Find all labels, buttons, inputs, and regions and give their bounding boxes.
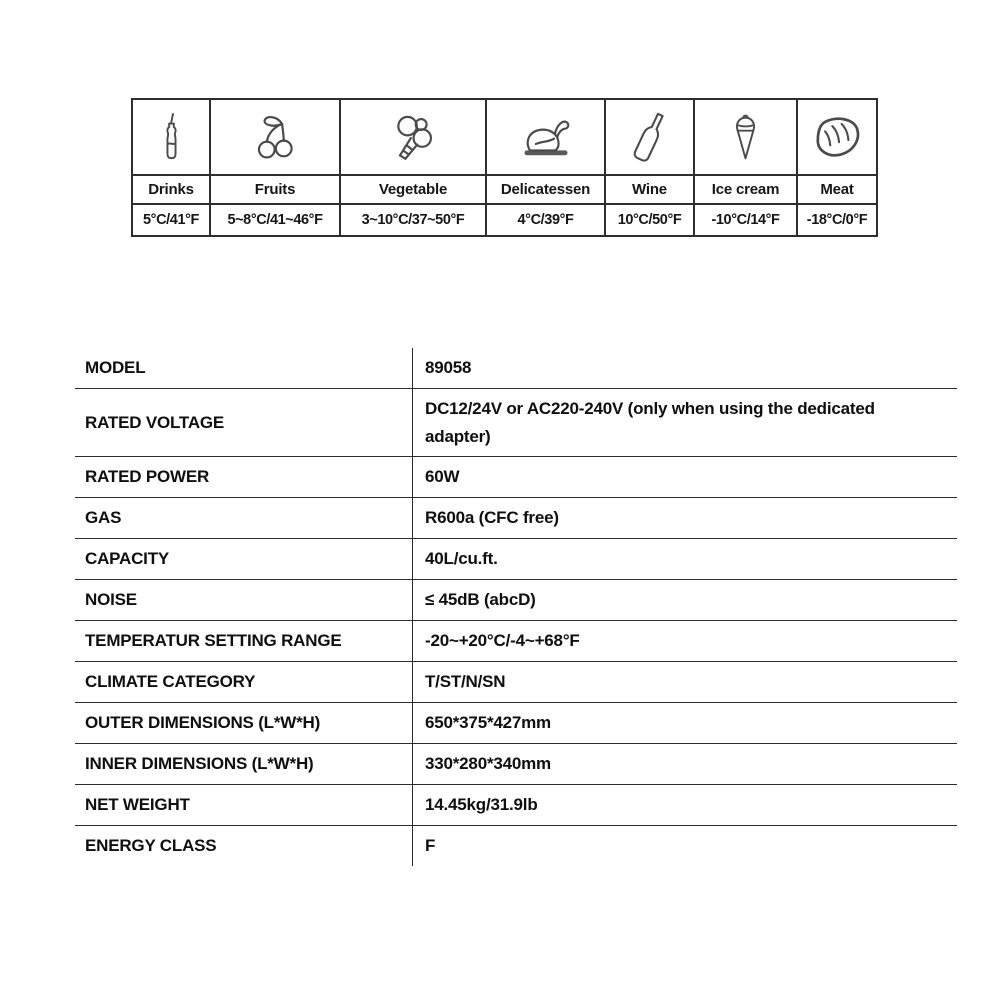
spec-label: RATED VOLTAGE (85, 412, 225, 432)
spec-value-text: 14.45kg/31.9lb (425, 795, 538, 815)
spec-row-noise (75, 580, 957, 621)
spec-label: INNER DIMENSIONS (L*W*H) (85, 754, 314, 774)
food-temp: 10°C/50°F (617, 212, 682, 228)
meat-icon-cell (798, 100, 876, 176)
spec-row-outer-dimensions (75, 703, 957, 744)
food-name: Delicatessen (487, 176, 604, 205)
spec-row-capacity (75, 539, 957, 580)
spec-value (412, 662, 957, 702)
food-column-delicatessen (487, 100, 606, 235)
spec-value-text: R600a (CFC free) (425, 508, 559, 528)
spec-label: OUTER DIMENSIONS (L*W*H) (85, 713, 321, 733)
spec-value-text: T/ST/N/SN (425, 672, 506, 692)
food-column-fruits (211, 100, 341, 235)
spec-row-rated-voltage (75, 389, 957, 457)
spec-value-text: 330*280*340mm (425, 754, 551, 774)
food-temp: 5°C/41°F (143, 212, 199, 228)
spec-value (412, 348, 957, 388)
spec-value-text: 89058 (425, 358, 472, 378)
spec-label: RATED POWER (85, 467, 210, 487)
bottle-icon (159, 111, 184, 163)
ice-cream-cone-icon (729, 111, 762, 164)
spec-value-text: 650*375*427mm (425, 713, 551, 733)
spec-value-text: -20~+20°C/-4~+68°F (425, 631, 580, 651)
spec-value (412, 785, 957, 825)
spec-row-inner-dimensions (75, 744, 957, 785)
food-name: Meat (798, 176, 876, 205)
spec-value-text: ≤ 45dB (abcD) (425, 590, 536, 610)
drinks-icon-cell (133, 100, 209, 176)
spec-value (412, 826, 957, 866)
spec-label: CAPACITY (85, 549, 170, 569)
spec-value (412, 580, 957, 620)
cherries-icon (252, 113, 298, 161)
spec-row-climate-category (75, 662, 957, 703)
spec-label: TEMPERATUR SETTING RANGE (85, 631, 342, 651)
spec-row-energy-class (75, 826, 957, 866)
food-temp: -18°C/0°F (806, 212, 868, 228)
spec-value (412, 744, 957, 784)
food-temp: 3~10°C/37~50°F (361, 212, 465, 228)
spec-value (412, 498, 957, 538)
food-column-vegetable (341, 100, 487, 235)
spec-label: CLIMATE CATEGORY (85, 672, 256, 692)
broccoli-icon (388, 112, 438, 162)
ice-cream-icon-cell (695, 100, 796, 176)
food-name: Ice cream (695, 176, 796, 205)
spec-value (412, 703, 957, 743)
spec-label: NOISE (85, 590, 137, 610)
food-temp: -10°C/14°F (711, 212, 780, 228)
spec-row-model (75, 348, 957, 389)
food-column-meat (798, 100, 876, 235)
vegetable-icon-cell (341, 100, 485, 176)
spec-table (75, 348, 957, 866)
spec-value (412, 539, 957, 579)
spec-row-net-weight (75, 785, 957, 826)
food-temp: 5~8°C/41~46°F (227, 212, 323, 228)
food-name: Drinks (133, 176, 209, 205)
food-temp: 4°C/39°F (517, 212, 574, 228)
spec-value (412, 389, 957, 456)
spec-value (412, 457, 957, 497)
food-column-wine (606, 100, 695, 235)
steak-icon (809, 114, 865, 160)
spec-value-text: F (425, 836, 436, 856)
spec-label: NET WEIGHT (85, 795, 190, 815)
food-column-drinks (133, 100, 211, 235)
food-column-ice-cream (695, 100, 798, 235)
delicatessen-icon-cell (487, 100, 604, 176)
fruits-icon-cell (211, 100, 339, 176)
spec-row-rated-power (75, 457, 957, 498)
spec-value-text: DC12/24V or AC220-240V (only when using the dedicated adapter) (425, 399, 875, 446)
wine-bottle-icon (631, 109, 669, 165)
food-storage-table (131, 98, 878, 237)
spec-label: MODEL (85, 358, 146, 377)
spec-row-temperature-setting-range (75, 621, 957, 662)
wine-icon-cell (606, 100, 693, 176)
food-name: Wine (606, 176, 693, 205)
spec-value-text: 60W (425, 467, 460, 487)
spec-label: GAS (85, 508, 122, 528)
food-name: Fruits (211, 176, 339, 205)
spec-row-gas (75, 498, 957, 539)
roast-chicken-icon (517, 114, 575, 160)
spec-value (412, 621, 957, 661)
spec-label: ENERGY CLASS (85, 836, 217, 856)
food-name: Vegetable (341, 176, 485, 205)
spec-value-text: 40L/cu.ft. (425, 549, 498, 569)
